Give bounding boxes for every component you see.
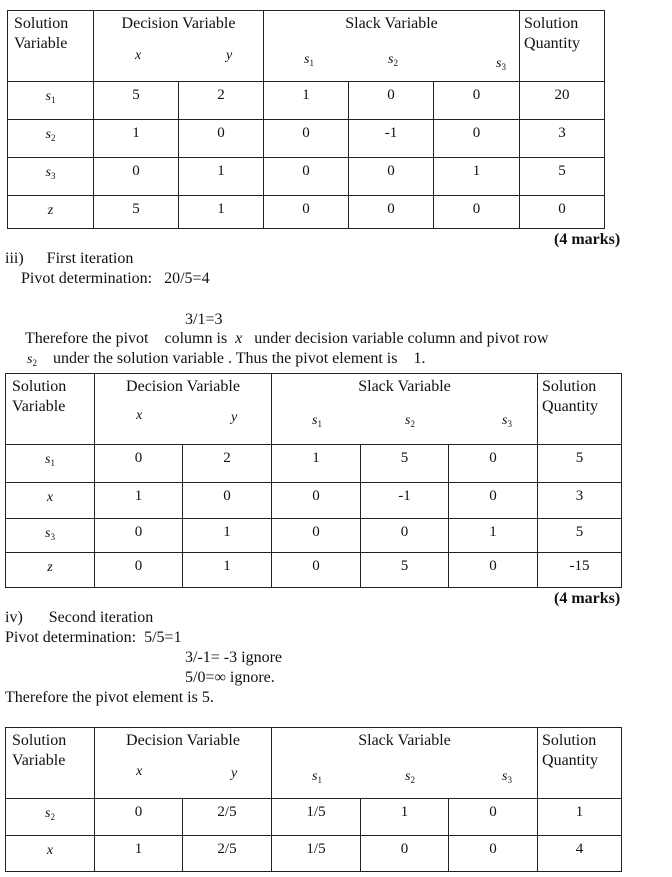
- pivot-ratio-2: 3/1=3: [185, 311, 223, 328]
- section-heading-second-iteration: iv) Second iteration: [5, 609, 154, 626]
- header-slack-variable: Slack Variable $s_1$ $s_2$ $s_3$: [272, 728, 538, 799]
- header-solution-variable: Solution Variable: [6, 728, 95, 799]
- simplex-table-second-iteration: [5, 727, 622, 872]
- pivot-conclusion: Therefore the pivot element is 5.: [5, 689, 214, 706]
- table-row: $s_1$ 0 2 1 5 0 5: [6, 445, 622, 483]
- table-row: x 1 2/5 1/5 0 0 4: [6, 836, 622, 872]
- header-solution-variable: Solution Variable: [8, 11, 94, 82]
- table-row: $s_1$ 5 2 1 0 0 20: [8, 82, 605, 120]
- pivot-ratio-2: 3/-1= -3 ignore: [185, 649, 282, 666]
- header-decision-variable: Decision Variable x y: [95, 374, 272, 445]
- header-solution-quantity: Solution Quantity: [520, 11, 605, 82]
- marks-label: (4 marks): [554, 590, 621, 607]
- pivot-ratio-3: 5/0=∞ ignore.: [185, 669, 275, 686]
- header-solution-quantity: Solution Quantity: [538, 728, 622, 799]
- pivot-determination-line: Pivot determination: 20/5=4: [21, 270, 210, 287]
- pivot-determination-line: Pivot determination: 5/5=1: [5, 629, 182, 646]
- pivot-conclusion-line-2: $s_2$ under the solution variable . Thus the pivot element is 1.: [27, 350, 426, 368]
- header-decision-variable: Decision Variable x y: [95, 728, 272, 799]
- header-slack-variable: Slack Variable $s_1$ $s_2$ $s_3$: [264, 11, 520, 82]
- pivot-conclusion-line-1: Therefore the pivot column is x under decision variable column and pivot row: [25, 330, 549, 347]
- header-decision-variable: Decision Variable x y: [94, 11, 264, 82]
- header-solution-quantity: Solution Quantity: [538, 374, 622, 445]
- simplex-table-initial: [7, 10, 605, 229]
- table-row: $s_3$ 0 1 0 0 1 5: [8, 158, 605, 196]
- table-row: $s_3$ 0 1 0 0 1 5: [6, 519, 622, 553]
- table-row: x 1 0 0 -1 0 3: [6, 483, 622, 519]
- header-solution-variable: Solution Variable: [6, 374, 95, 445]
- simplex-table-first-iteration: [5, 373, 622, 588]
- table-row: z 5 1 0 0 0 0: [8, 196, 605, 229]
- table-row: z 0 1 0 5 0 -15: [6, 553, 622, 588]
- header-slack-variable: Slack Variable $s_1$ $s_2$ $s_3$: [272, 374, 538, 445]
- table-row: $s_2$ 0 2/5 1/5 1 0 1: [6, 799, 622, 836]
- marks-label: (4 marks): [554, 231, 621, 248]
- section-heading-first-iteration: iii) First iteration: [5, 250, 134, 267]
- table-row: $s_2$ 1 0 0 -1 0 3: [8, 120, 605, 158]
